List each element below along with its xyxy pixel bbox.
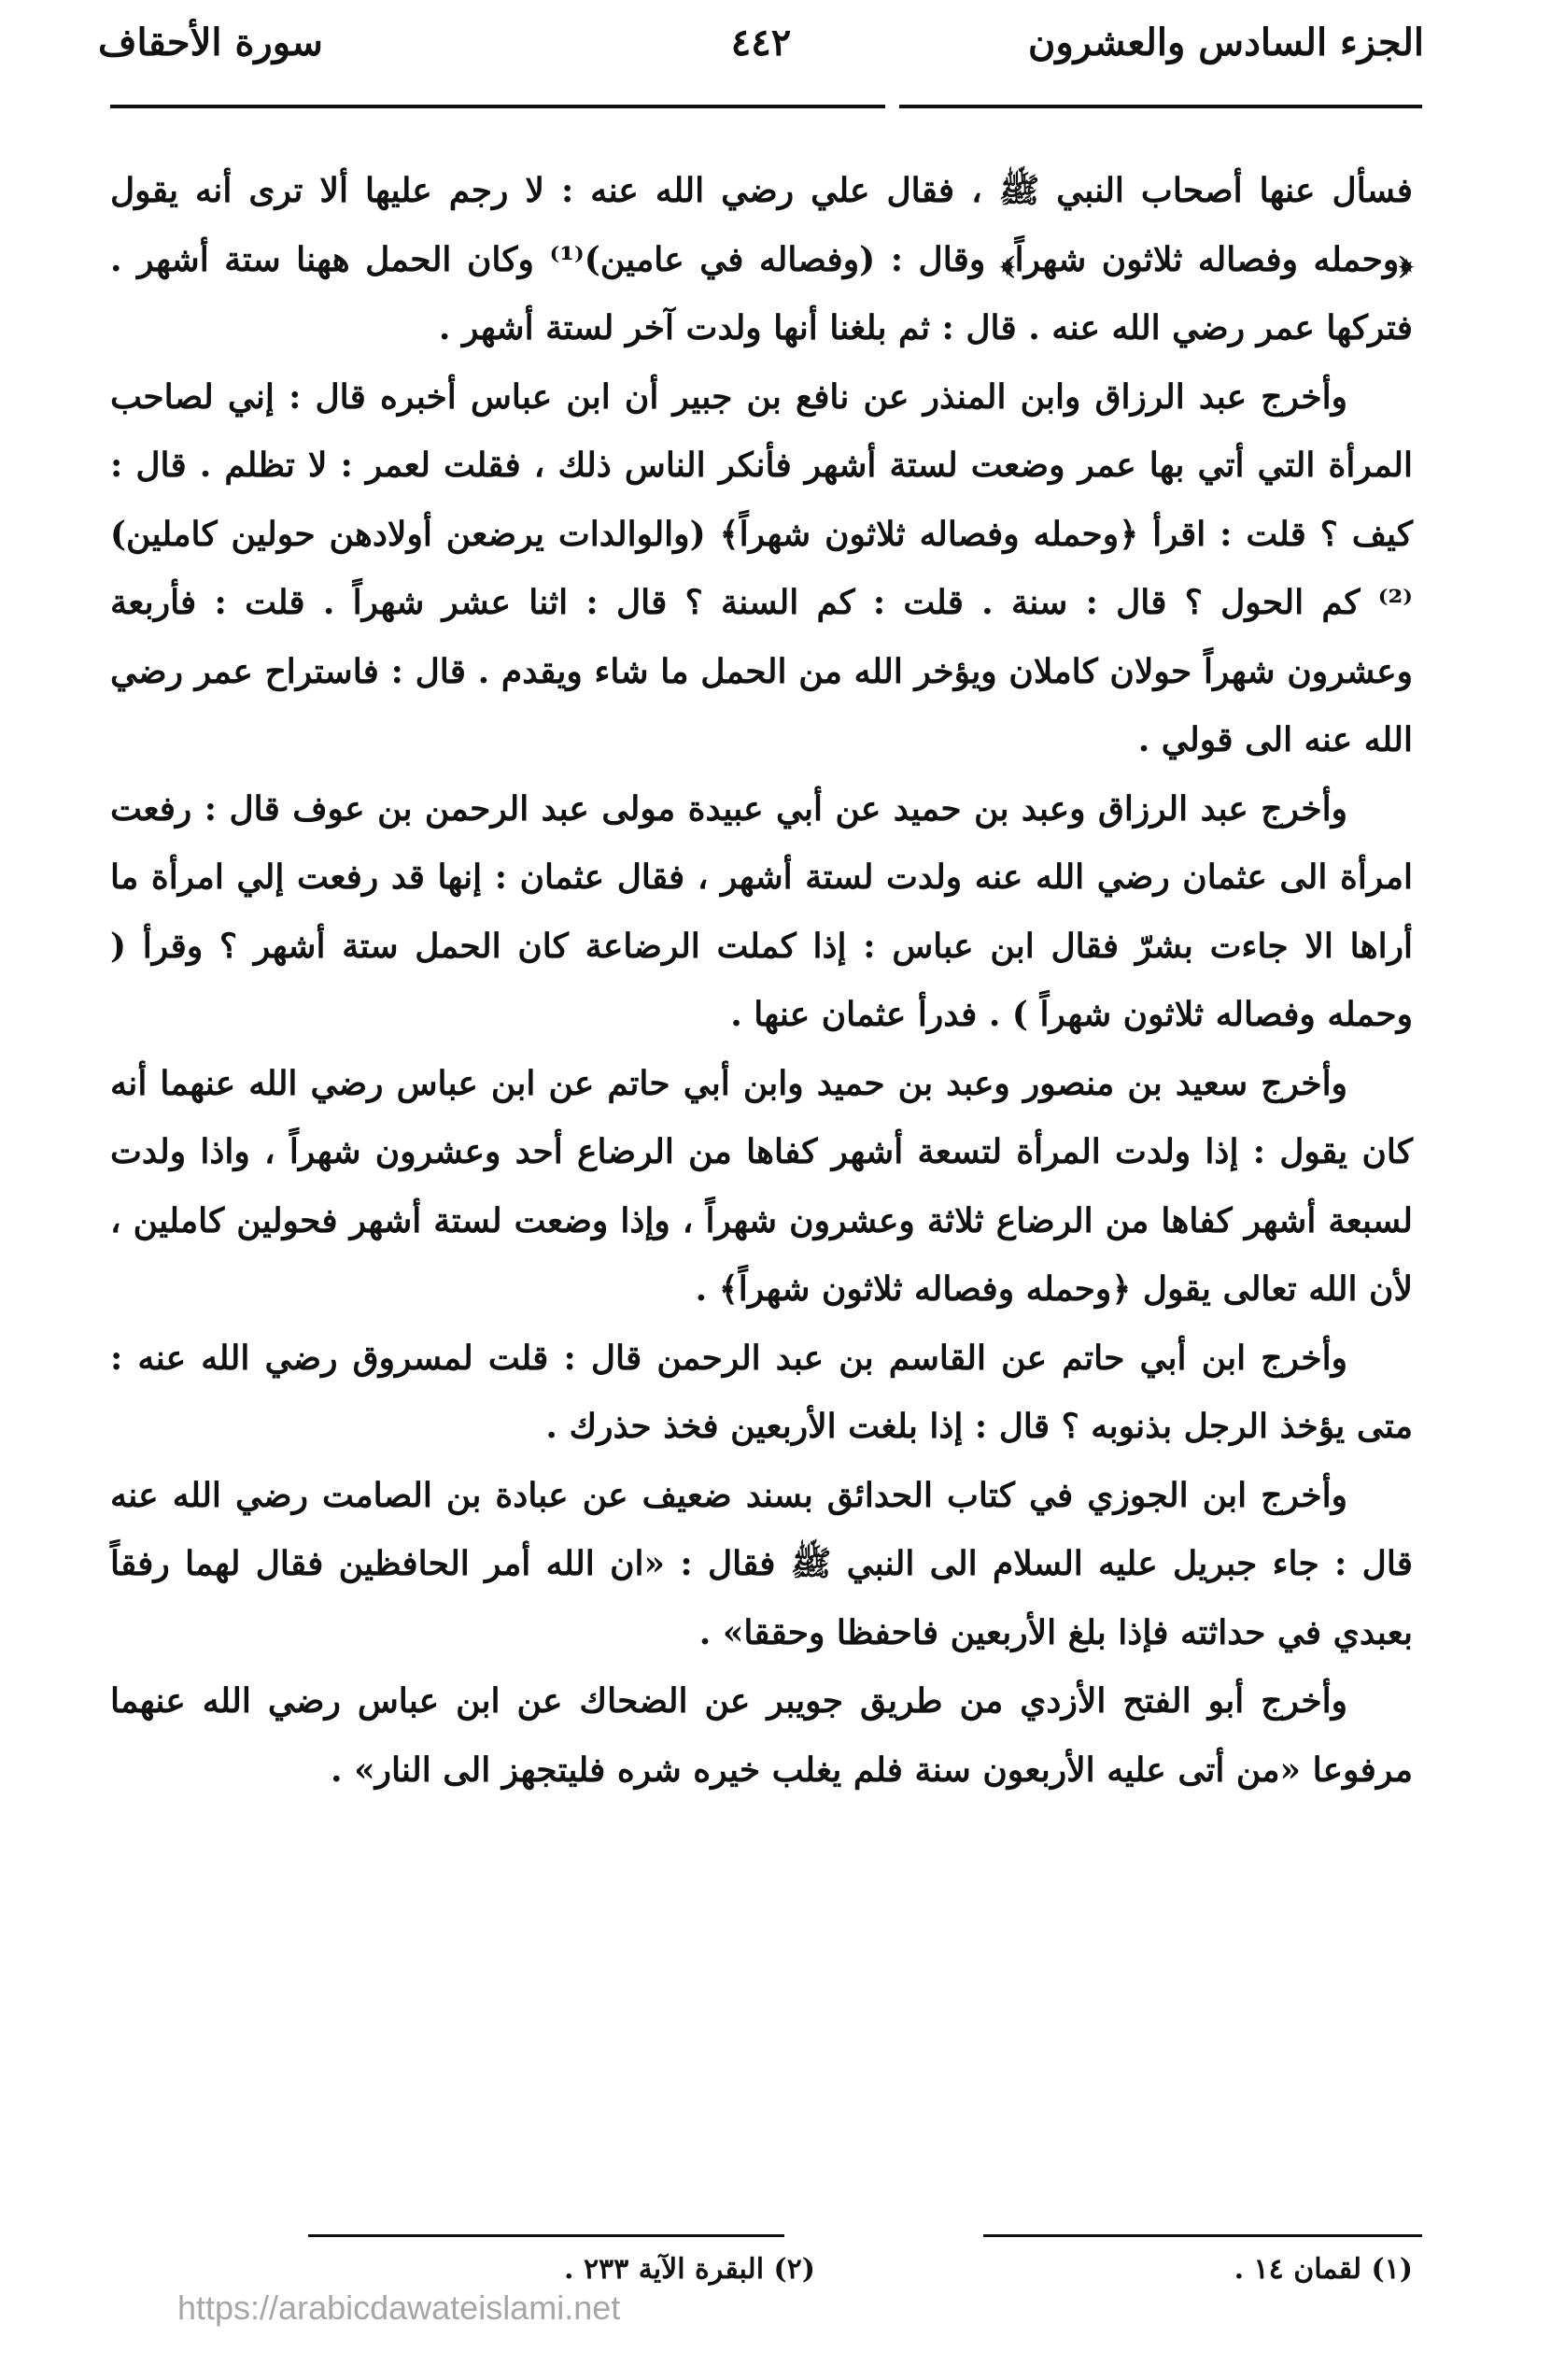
page-header bbox=[98, 21, 1424, 95]
paragraph-6: وأخرج ابن الجوزي في كتاب الحدائق بسند ضعيف عن عبادة بن الصامت رضي الله عنه قال : جاء جبريل عليه السلام الى النبي ﷺ فقال : «ان الله أمر الحافظين فقال لهما رفقاً بعبدي في حداثته فإذا بلغ الأربعين فاحفظا وحققا» . bbox=[110, 1475, 1413, 1652]
footnote-divider-right bbox=[983, 2234, 1422, 2237]
header-divider-right bbox=[899, 105, 1422, 108]
footnote-divider-left bbox=[308, 2234, 784, 2237]
header-divider-left bbox=[110, 105, 885, 108]
paragraph-7: وأخرج أبو الفتح الأزدي من طريق جويبر عن الضحاك عن ابن عباس رضي الله عنهما مرفوعا «من أتى عليه الأربعون سنة فلم يغلب خيره شره فليتجهز الى النار» . bbox=[110, 1681, 1413, 1790]
watermark-url: https://arabicdawateislami.net bbox=[177, 2288, 621, 2327]
paragraph-2: وأخرج عبد الرزاق وابن المنذر عن نافع بن جبير أن ابن عباس أخبره قال : إني لصاحب المرأة التي أتي بها عمر وضعت لستة أشهر فأنكر الناس ذلك ، فقلت لعمر : لا تظلم . قال : كيف ؟ قلت : اقرأ ﴿وحمله وفصاله ثلاثون شهراً﴾ (والوالدات يرضعن أولادهن حولين كاملين)⁽²⁾ كم الحول ؟ قال : سنة . قلت : كم السنة ؟ قال : اثنا عشر شهراً . قلت : فأربعة وعشرون شهراً حولان كاملان ويؤخر الله من الحمل ما شاء ويقدم . قال : فاستراح عمر رضي الله عنه الى قولي . bbox=[110, 376, 1413, 759]
paragraph-4: وأخرج سعيد بن منصور وعبد بن حميد وابن أبي حاتم عن ابن عباس رضي الله عنهما أنه كان يقول : إذا ولدت المرأة لتسعة أشهر كفاها من الرضاع أحد وعشرون شهراً ، واذا ولدت لسبعة أشهر كفاها من الرضاع ثلاثة وعشرون شهراً ، وإذا وضعت لستة أشهر فحولين كاملين ، لأن الله تعالى يقول ﴿وحمله وفصاله ثلاثون شهراً﴾ . bbox=[110, 1063, 1413, 1309]
paragraph-1: فسأل عنها أصحاب النبي ﷺ ، فقال علي رضي الله عنه : لا رجم عليها ألا ترى أنه يقول ﴿وحمله وفصاله ثلاثون شهراً﴾ وقال : (وفصاله في عامين)⁽¹⁾ وكان الحمل ههنا ستة أشهر . فتركها عمر رضي الله عنه . قال : ثم بلغنا أنها ولدت آخر لستة أشهر . bbox=[110, 171, 1414, 347]
paragraph-5: وأخرج ابن أبي حاتم عن القاسم بن عبد الرحمن قال : قلت لمسروق رضي الله عنه : متى يؤخذ الرجل بذنوبه ؟ قال : إذا بلغت الأربعين فخذ حذرك . bbox=[110, 1338, 1413, 1446]
page-body bbox=[110, 157, 1413, 1805]
footnote-2: (٢) البقرة الآية ٢٣٣ . bbox=[564, 2253, 815, 2286]
footnote-1: (١) لقمان ١٤ . bbox=[1234, 2253, 1413, 2286]
surah-title: سورة الأحقاف bbox=[98, 21, 323, 64]
paragraph-3: وأخرج عبد الرزاق وعبد بن حميد عن أبي عبيدة مولى عبد الرحمن بن عوف قال : رفعت امرأة الى عثمان رضي الله عنه ولدت لستة أشهر ، فقال عثمان : إنها قد رفعت إلي امرأة ما أراها الا جاءت بشرّ فقال ابن عباس : إذا كملت الرضاعة كان الحمل ستة أشهر ؟ وقرأ ( وحمله وفصاله ثلاثون شهراً ) . فدرأ عثمان عنها . bbox=[110, 788, 1413, 1034]
part-title: الجزء السادس والعشرون bbox=[1027, 21, 1424, 64]
page-number: ٤٤٢ bbox=[730, 21, 792, 64]
